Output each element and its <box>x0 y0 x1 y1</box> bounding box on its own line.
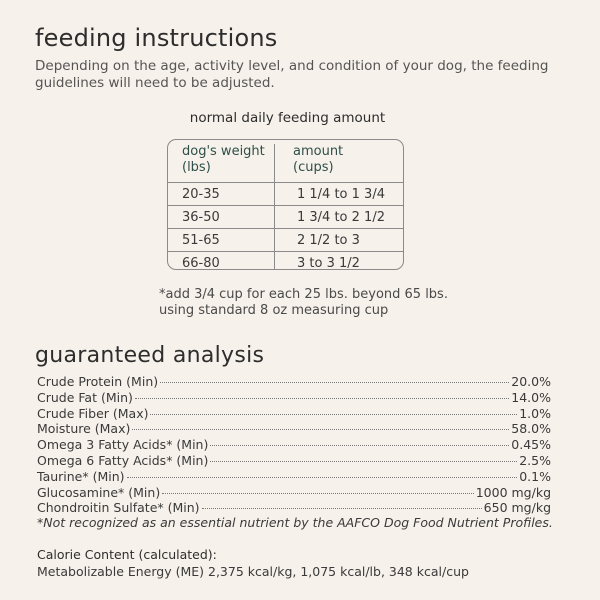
leader-dots <box>202 508 482 509</box>
row-weight: 20-35 <box>168 183 275 205</box>
list-item <box>37 500 551 516</box>
leader-dots <box>127 477 518 478</box>
feeding-note-line: using standard 8 oz measuring cup <box>159 303 389 318</box>
analysis-value: 650 mg/kg <box>483 500 551 516</box>
list-item <box>37 485 551 501</box>
analysis-label: Crude Protein (Min) <box>37 374 159 389</box>
header-amount-line2: (cups) <box>293 160 334 175</box>
row-weight: 66-80 <box>168 252 275 270</box>
leader-dots <box>162 493 474 494</box>
analysis-value: 14.0% <box>511 389 551 405</box>
table-row <box>168 182 403 205</box>
feeding-table-header <box>168 140 403 182</box>
feeding-intro-text: Depending on the age, activity level, and condition of your dog, the feeding guidelines will need to be adjusted. <box>35 58 549 91</box>
row-amount: 1 3/4 to 2 1/2 <box>297 209 385 225</box>
analysis-value: 20.0% <box>511 374 551 389</box>
feeding-table <box>167 139 404 270</box>
list-item <box>37 469 551 485</box>
aafco-footnote: *Not recognized as an essential nutrient by the AAFCO Dog Food Nutrient Profiles. <box>37 515 553 530</box>
list-item <box>37 421 551 437</box>
guaranteed-analysis-title: guaranteed analysis <box>35 343 265 368</box>
leader-dots <box>210 445 509 446</box>
row-amount: 2 1/2 to 3 <box>297 232 360 248</box>
analysis-label: Crude Fiber (Max) <box>37 405 149 421</box>
header-weight-line1: dog's weight <box>182 144 265 159</box>
analysis-value: 58.0% <box>511 421 551 437</box>
analysis-value: 1000 mg/kg <box>475 484 551 500</box>
leader-dots <box>135 398 509 399</box>
list-item <box>37 437 551 453</box>
analysis-label: Omega 6 Fatty Acids* (Min) <box>37 452 209 468</box>
analysis-label: Glucosamine* (Min) <box>37 484 161 500</box>
analysis-label: Omega 3 Fatty Acids* (Min) <box>37 437 209 453</box>
calorie-text: Metabolizable Energy (ME) 2,375 kcal/kg, 1,075 kcal/lb, 348 kcal/cup <box>37 564 469 579</box>
analysis-label: Moisture (Max) <box>37 421 131 437</box>
header-weight <box>168 144 275 182</box>
table-row <box>168 251 403 270</box>
analysis-value: 0.45% <box>511 437 551 453</box>
feeding-note <box>159 287 448 319</box>
leader-dots <box>160 382 509 383</box>
row-weight: 51-65 <box>168 229 275 251</box>
analysis-list <box>37 374 551 516</box>
list-item <box>37 390 551 406</box>
leader-dots <box>150 414 517 415</box>
feeding-table-title: normal daily feeding amount <box>189 110 386 126</box>
analysis-value: 2.5% <box>519 452 551 468</box>
table-row <box>168 205 403 228</box>
analysis-value: 0.1% <box>519 468 551 484</box>
row-amount: 1 1/4 to 1 3/4 <box>297 186 385 202</box>
header-amount <box>275 144 403 182</box>
header-amount-line1: amount <box>293 144 344 159</box>
analysis-value: 1.0% <box>519 405 551 421</box>
table-row <box>168 228 403 251</box>
list-item <box>37 406 551 422</box>
row-weight: 36-50 <box>168 206 275 228</box>
feeding-note-line: *add 3/4 cup for each 25 lbs. beyond 65 lbs. <box>159 287 448 302</box>
leader-dots <box>132 429 509 430</box>
analysis-label: Crude Fat (Min) <box>37 389 133 405</box>
leader-dots <box>210 461 517 462</box>
analysis-label: Taurine* (Min) <box>37 468 125 484</box>
feeding-instructions-title: feeding instructions <box>35 24 278 52</box>
list-item <box>37 374 551 390</box>
calorie-heading: Calorie Content (calculated): <box>37 547 217 562</box>
row-amount: 3 to 3 1/2 <box>297 255 360 270</box>
analysis-label: Chondroitin Sulfate* (Min) <box>37 500 200 516</box>
header-weight-line2: (lbs) <box>182 160 211 175</box>
list-item <box>37 453 551 469</box>
